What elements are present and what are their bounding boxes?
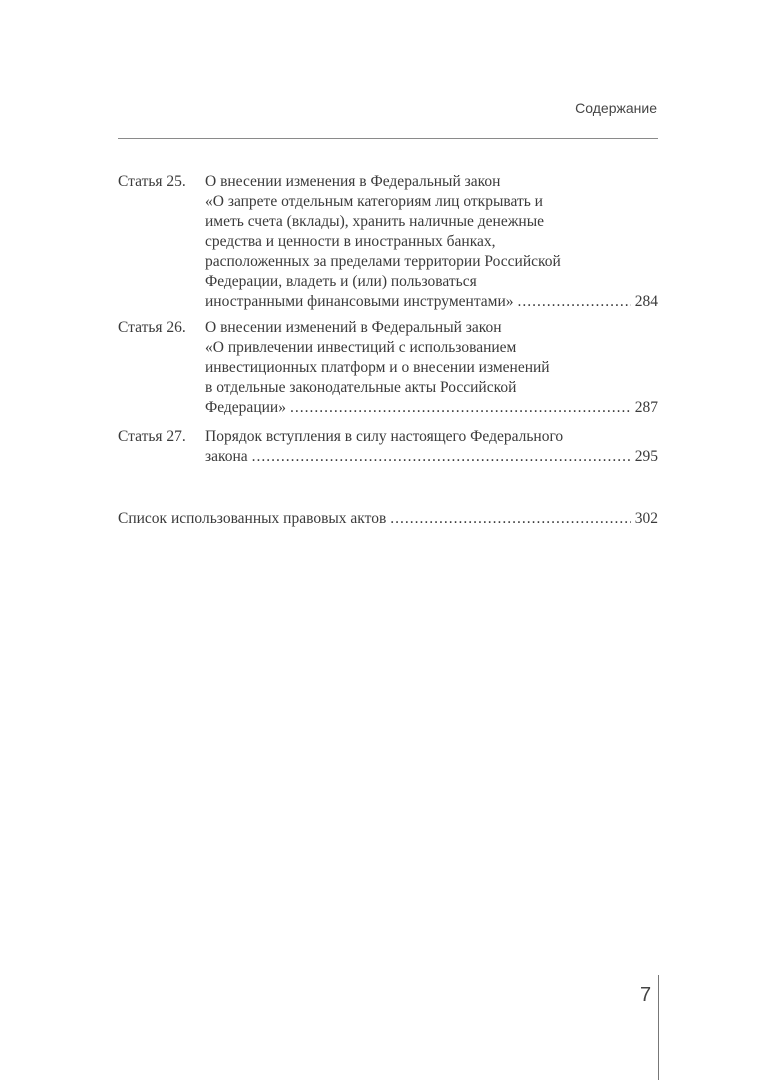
entry-label: Статья 25. [118,173,186,190]
entry-line: «О привлечении инвестиций с использованием [205,339,517,356]
entry-line: Федерации, владеть и (или) пользоваться [205,273,477,290]
entry-line: средства и ценности в иностранных банках, [205,233,496,250]
toc-entry-references[interactable] [118,509,658,529]
entry-label: Статья 27. [118,428,186,445]
page-number-divider [658,975,659,1080]
entry-label: Статья 26. [118,319,186,336]
entry-line: иностранными финансовыми инструментами» [205,293,514,310]
dot-leader [290,398,631,418]
entry-line: расположенных за пределами территории Российской [205,253,561,270]
page-ref: 302 [634,510,658,527]
entry-line: закона [205,448,248,465]
header-divider [118,138,658,139]
page-ref: 295 [634,448,658,465]
entry-line: «О запрете отдельным категориям лиц открывать и [205,193,543,210]
entry-line: иметь счета (вклады), хранить наличные денежные [205,213,545,230]
toc-entry-27[interactable] [118,427,658,467]
entry-line: О внесении изменения в Федеральный закон [205,173,501,190]
toc-entry-26[interactable] [118,318,658,418]
entry-line: Федерации» [205,399,286,416]
running-header: Содержание [575,100,657,116]
page-ref: 287 [634,399,658,416]
page-ref: 284 [634,293,658,310]
dot-leader [518,292,631,312]
dot-leader [390,509,630,529]
entry-line: Порядок вступления в силу настоящего Федерального [205,428,564,445]
entry-line: Список использованных правовых актов [118,510,387,527]
page-number: 7 [640,984,652,1006]
dot-leader [252,447,631,467]
entry-line: О внесении изменений в Федеральный закон [205,319,502,336]
entry-line: инвестиционных платформ и о внесении изменений [205,359,550,376]
entry-line: в отдельные законодательные акты Российской [205,379,517,396]
toc-entry-25[interactable] [118,172,658,312]
